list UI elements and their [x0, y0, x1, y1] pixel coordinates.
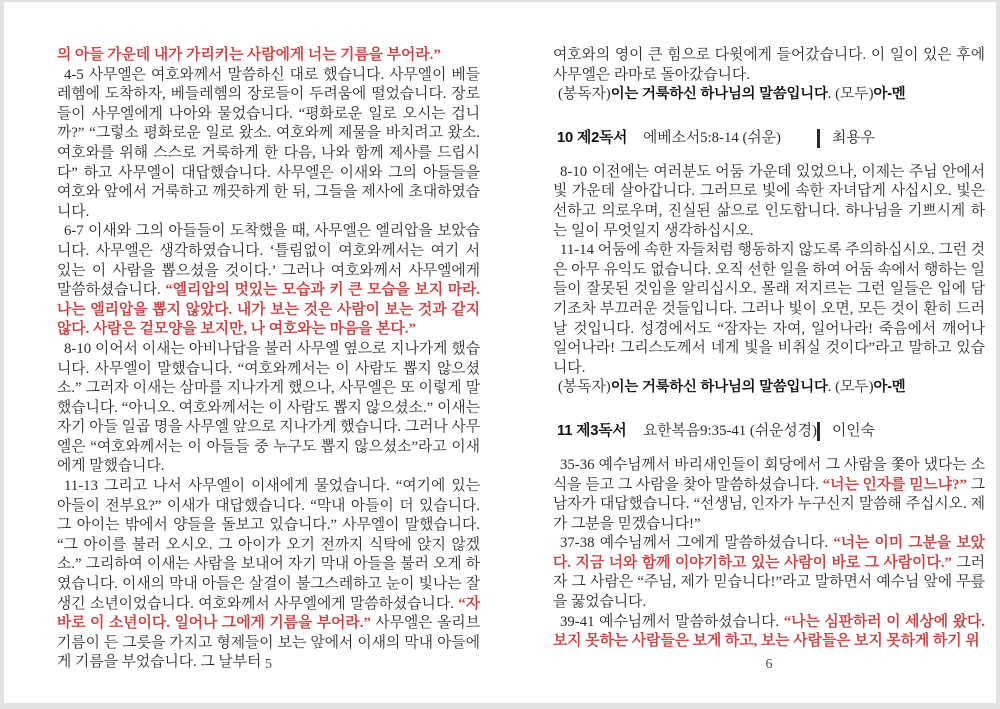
bold-response-text: 아-멘	[873, 379, 906, 396]
scripture-paragraph	[553, 46, 985, 85]
reading-number-label: 11 제3독서	[557, 422, 627, 439]
liturgical-response	[553, 85, 985, 105]
scripture-paragraph	[553, 613, 985, 652]
scripture-reference: 에베소서5:8-14 (쉬운)	[643, 129, 781, 146]
scripture-paragraph	[553, 163, 985, 241]
red-scripture-text: 의 아들 가운데 내가 가리키는 사람에게 너는 기름을 부어라.”	[57, 47, 441, 63]
bold-response-text: 이는 거룩하신 하나님의 말씀입니다	[610, 86, 828, 103]
body-text: . (모두)	[827, 379, 874, 396]
scripture-reference: 요한복음9:35-41 (쉬운성경)	[643, 422, 817, 439]
red-scripture-text: “엘리압의 멋있는 모습과 키 큰 모습을 보지 마라. 나는 엘리압을 뽑지 않았다. 내가 보는 것은 사람이 보는 것과 같지 않다. 사람은 겉모양을 보지만, 나 여호와는 마음을 본다.”	[57, 282, 480, 338]
body-text: 여호와의 영이 큰 힘으로 다윗에게 들어갔습니다. 이 일이 있은 후에 사무엘은 라마로 돌아갔습니다.	[553, 47, 985, 83]
page-number-right: 6	[765, 657, 773, 672]
body-text: 8-10 이어서 이새는 아비나답을 불러 사무엘 옆으로 지나가게 했습니다. 사무엘이 말했습니다. “여호와께서는 이 사람도 뽑지 않으셨소.” 그러자 이새는 삼마를 지나가게 했으나, 사무엘은 또 이렇게 말했습니다. “아니오. 여호와께서는 이 사람도 뽑지 않으셨소.” 이새는 자기 아들 일곱 명을 사무엘 앞으로 지나가게 했습니다. 그러나 사무엘은 “여호와께서는 이 아들들 중 누구도 뽑지 않으셨소”라고 이새에게 말했습니다.	[57, 340, 480, 475]
scripture-paragraph	[553, 241, 985, 378]
liturgical-response	[553, 378, 985, 398]
scripture-paragraph	[57, 66, 480, 223]
body-text: 그 남자가 대답했습니다. “선생님, 인자가 누구신지 말씀해 주십시오. 제가 그분을 믿겠습니다!”	[553, 476, 985, 532]
scripture-paragraph	[57, 340, 480, 477]
page-number-left: 5	[265, 657, 272, 672]
reader-group	[817, 129, 875, 149]
divider-bar-icon	[817, 422, 820, 441]
scripture-paragraph	[553, 456, 985, 534]
body-text: 35-36 예수님께서 바리새인들이 회당에서 그 사람을 쫓아 냈다는 소식을 듣고 그 사람을 찾아 말씀하셨습니다.	[553, 456, 985, 493]
red-scripture-text: “나는 심판하러 이 세상에 왔다. 보지 못하는 사람들은 보게 하고, 보는 사람들은 보지 못하게 하기 위	[553, 613, 985, 650]
scripture-paragraph	[57, 222, 480, 340]
body-text: 37-38 예수님께서 그에게 말씀하셨습니다.	[560, 535, 834, 552]
reading-number-label: 10 제2독서	[557, 129, 628, 146]
page-6-text-column	[553, 46, 985, 652]
body-text: 8-10 이전에는 여러분도 어둠 가운데 있었으나, 이제는 주님 안에서 빛 가운데 살아갑니다. 그러므로 빛에 속한 자녀답게 사십시오. 빛은 선하고 의로우며, 진실된 삶으로 인도합니다. 하나님을 기쁘시게 하는 일이 무엇일지 생각하십시오.	[553, 163, 985, 239]
red-scripture-text: “너는 이미 그분을 보았다. 지금 너와 함께 이야기하고 있는 사람이 바로 그 사람이다.”	[553, 535, 985, 571]
reading-heading	[553, 129, 985, 150]
scripture-paragraph	[553, 534, 985, 612]
reader-name: 이인숙	[832, 422, 875, 439]
red-scripture-text: “너는 인자를 믿느냐?”	[822, 476, 967, 493]
body-text: 39-41 예수님께서 말씀하셨습니다.	[560, 613, 784, 630]
scripture-paragraph	[57, 46, 480, 66]
reader-group	[817, 422, 875, 442]
page-5-text-column	[57, 46, 480, 673]
body-text: 11-13 그리고 나서 사무엘이 이새에게 물었습니다. “여기에 있는 아들이 전부요?” 이새가 대답했습니다. “막내 아들이 더 있습니다. 그 아이는 밖에서 양들을 돌보고 있습니다.” 사무엘이 말했습니다. “그 아이를 불러 오시오. 그 아이가 오기 전까지 식탁에 앉지 않겠소.” 그리하여 이새는 사람을 보내어 자기 막내 아들을 불러 오게 하였습니다. 이새의 막내 아들은 살결이 불그스레하고 눈이 빛나는 잘생긴 소년이었습니다. 여호와께서 사무엘에게 말씀하셨습니다.	[57, 478, 480, 612]
bold-response-text: 아-멘	[873, 86, 906, 103]
booklet-spread	[4, 2, 996, 703]
red-scripture-text: “자 바로 이 소년이다. 일어나 그에게 기름을 부어라.”	[57, 595, 480, 632]
body-text: 그러자 그 사람은 “주님, 제가 믿습니다!”라고 말하면서 예수님 앞에 무릎을 꿇었습니다.	[553, 554, 985, 611]
bold-response-text: 이는 거룩하신 하나님의 말씀입니다	[610, 379, 828, 396]
body-text: 6-7 이새와 그의 아들들이 도착했을 때, 사무엘은 엘리압을 보았습니다. 사무엘은 생각하였습니다. ‘틀림없이 여호와께서는 여기 서 있는 이 사람을 뽑으셨을 것이다.’ 그러나 여호와께서 사무엘에게 말씀하셨습니다.	[57, 223, 480, 299]
body-text: 사무엘은 올리브 기름이 든 그릇을 가지고 형제들이 보는 앞에서 이새의 막내 아들에게 기름을 부었습니다. 그 날부터	[57, 615, 480, 671]
reader-name: 최용우	[832, 129, 875, 146]
divider-bar-icon	[817, 129, 820, 148]
body-text: 4-5 사무엘은 여호와께서 말씀하신 대로 했습니다. 사무엘이 베들레헴에 도착하자, 베들레헴의 장로들이 두려움에 떨었습니다. 장로들이 사무엘에게 나아와 물었습니다. “평화로운 일로 오시는 겁니까?” “그렇소 평화로운 일로 왔소. 여호와께 제물을 바치려고 왔소. 여호와를 위해 스스로 거룩하게 한 다음, 나와 함께 제사를 드립시다” 하고 사무엘이 대답했습니다. 사무엘은 이새와 그의 아들들을 여호와 앞에서 거룩하고 깨끗하게 한 뒤, 그들을 제사에 초대하였습니다.	[57, 66, 480, 220]
body-text: (봉독자)	[558, 379, 611, 396]
body-text: 11-14 어둠에 속한 자들처럼 행동하지 않도록 주의하십시오. 그런 것은 아무 유익도 없습니다. 오직 선한 일을 하여 어둠 속에서 행하는 일들이 잘못된 것임을 알리십시오. 몰래 저지르는 그런 일들은 입에 담기조차 부끄러운 것들입니다. 그러나 빛이 오면, 모든 것이 환히 드러날 것입니다. 성경에서도 “잠자는 자여, 일어나라! 죽음에서 깨어나 일어나라! 그리스도께서 네게 빛을 비취실 것이다”라고 말하고 있습니다.	[553, 242, 985, 376]
reading-heading	[553, 422, 985, 443]
scripture-paragraph	[57, 477, 480, 673]
body-text: (봉독자)	[558, 86, 611, 103]
body-text: . (모두)	[827, 86, 874, 103]
